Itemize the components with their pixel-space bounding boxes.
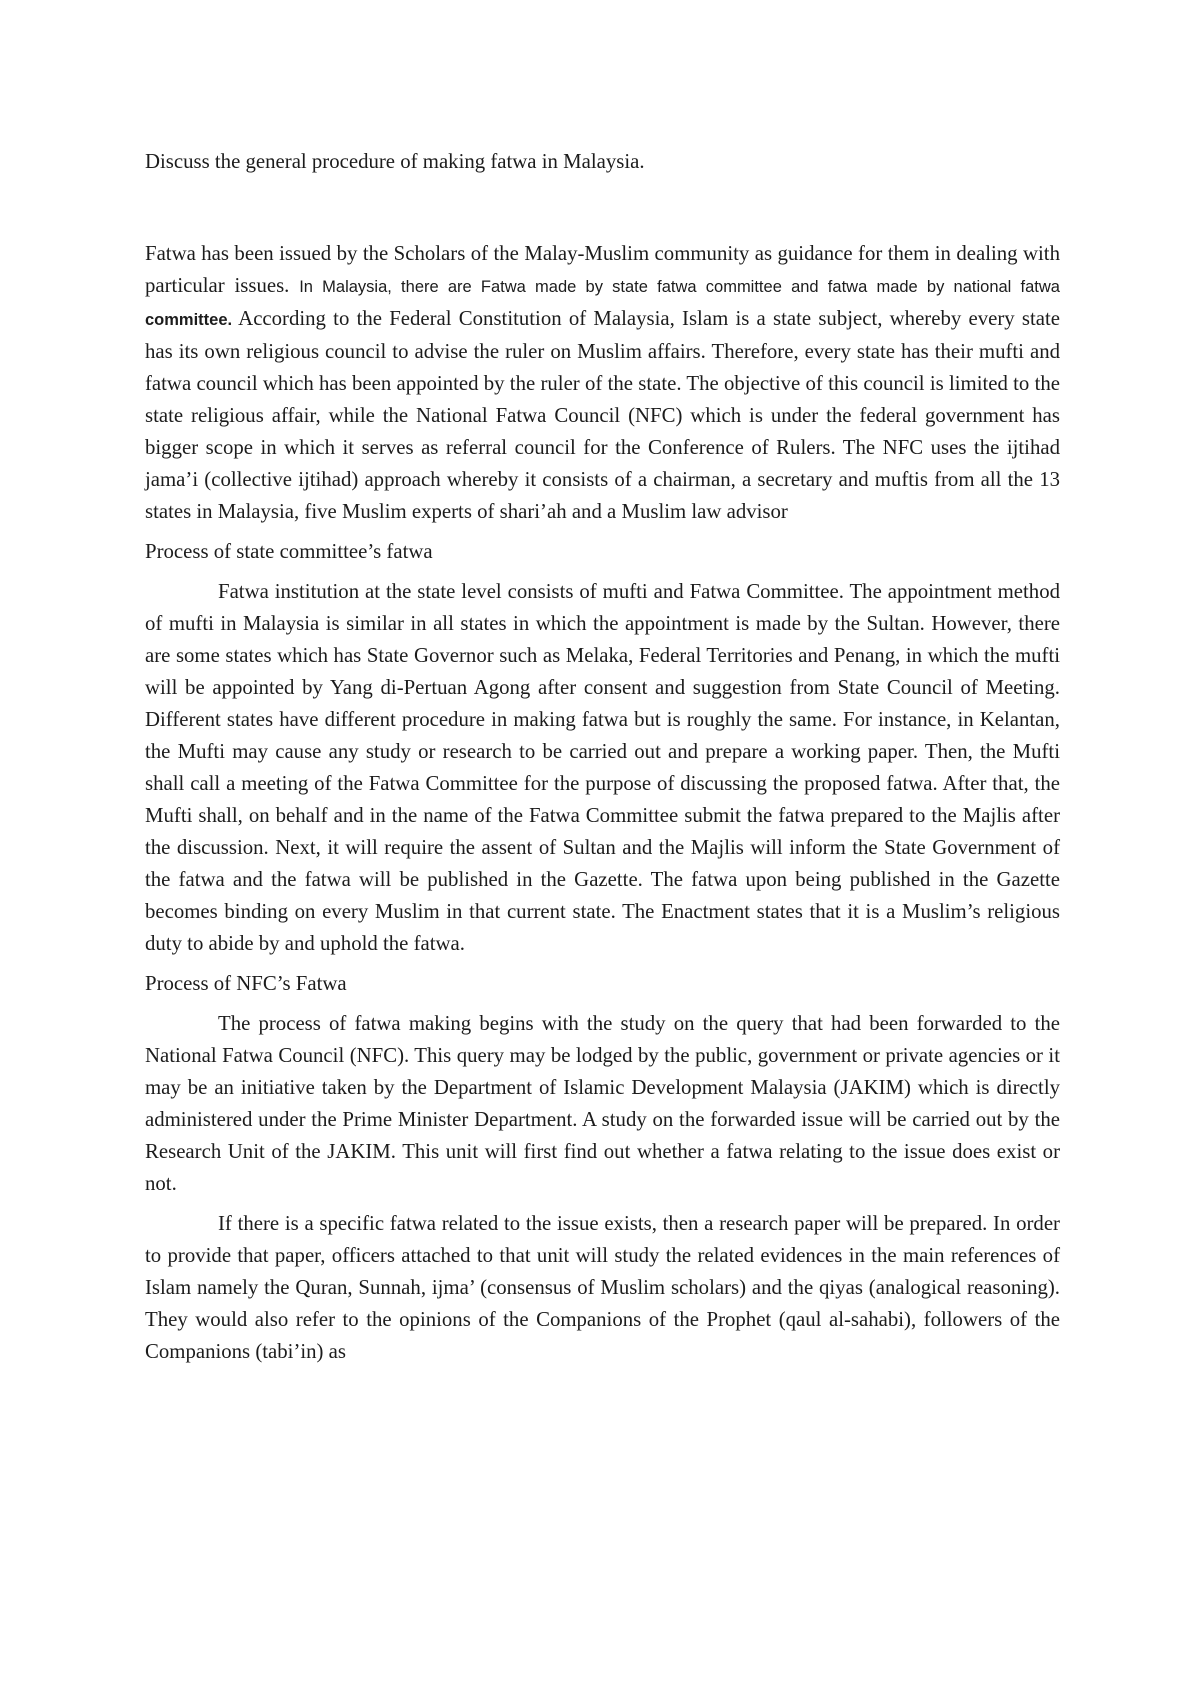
nfc-section-paragraph-2: If there is a specific fatwa related to the issue exists, then a research paper will be prepared. In order to provide that paper, officers attached to that unit will study the related evidences in the main references of Islam namely the Quran, Sunnah, ijma’ (consensus of Muslim scholars) and the qiyas (analogical reasoning). They would also refer to the opinions of the Companions of the Prophet (qaul al-sahabi), followers of the Companions (tabi’in) as: [145, 1212, 1060, 1363]
intro-text-part3: committee.: [145, 311, 233, 329]
intro-text-part1: Fatwa has been issued by the Scholars of the Malay-Muslim community as guidance for them in dealing with particular issues.: [145, 242, 1060, 297]
nfc-section-heading: Process of NFC’s Fatwa: [145, 972, 347, 995]
intro-paragraph: [145, 238, 1060, 528]
document-title: Discuss the general procedure of making fatwa in Malaysia.: [145, 150, 645, 173]
state-section-heading: Process of state committee’s fatwa: [145, 540, 433, 563]
intro-text-part2: In Malaysia, there are Fatwa made by state fatwa committee and fatwa made by national fatwa: [299, 278, 1060, 296]
intro-text-part4: According to the Federal Constitution of Malaysia, Islam is a state subject, whereby every state has its own religious council to advise the ruler on Muslim affairs. Therefore, every state has their mufti and fatwa council which has been appointed by the ruler of the state. The objective of this council is limited to the state religious affair, while the National Fatwa Council (NFC) which is under the federal government has bigger scope in which it serves as referral council for the Conference of Rulers. The NFC uses the ijtihad jama’i (collective ijtihad) approach whereby it consists of a chairman, a secretary and muftis from all the 13 states in Malaysia, five Muslim experts of shari’ah and a Muslim law advisor: [145, 307, 1060, 523]
nfc-section-paragraph-1: The process of fatwa making begins with the study on the query that had been forwarded to the National Fatwa Council (NFC). This query may be lodged by the public, government or private agencies or it may be an initiative taken by the Department of Islamic Development Malaysia (JAKIM) which is directly administered under the Prime Minister Department. A study on the forwarded issue will be carried out by the Research Unit of the JAKIM. This unit will first find out whether a fatwa relating to the issue does exist or not.: [145, 1012, 1060, 1195]
state-section-paragraph: Fatwa institution at the state level consists of mufti and Fatwa Committee. The appointment method of mufti in Malaysia is similar in all states in which the appointment is made by the Sultan. However, there are some states which has State Governor such as Melaka, Federal Territories and Penang, in which the mufti will be appointed by Yang di-Pertuan Agong after consent and suggestion from State Council of Meeting. Different states have different procedure in making fatwa but is roughly the same. For instance, in Kelantan, the Mufti may cause any study or research to be carried out and prepare a working paper. Then, the Mufti shall call a meeting of the Fatwa Committee for the purpose of discussing the proposed fatwa. After that, the Mufti shall, on behalf and in the name of the Fatwa Committee submit the fatwa prepared to the Majlis after the discussion. Next, it will require the assent of Sultan and the Majlis will inform the State Government of the fatwa and the fatwa will be published in the Gazette. The fatwa upon being published in the Gazette becomes binding on every Muslim in that current state. The Enactment states that it is a Muslim’s religious duty to abide by and uphold the fatwa.: [145, 580, 1060, 955]
document-body: [145, 146, 1060, 1368]
